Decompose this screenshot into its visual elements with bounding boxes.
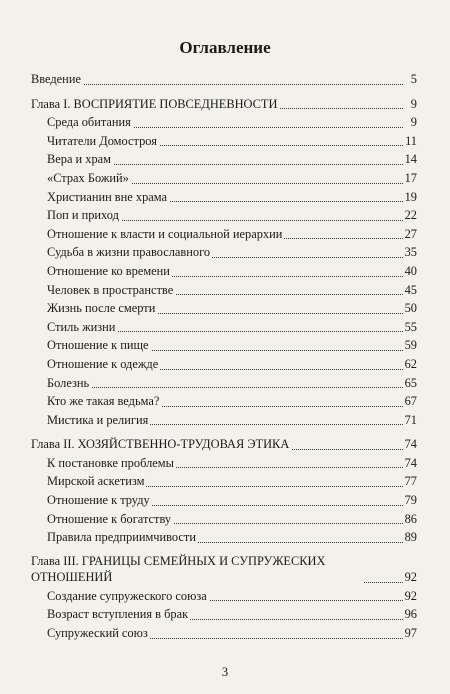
dot-leader bbox=[47, 387, 403, 388]
toc-entry bbox=[31, 355, 417, 374]
toc-chapter-2 bbox=[31, 435, 417, 454]
page-number: 3 bbox=[221, 665, 229, 679]
toc-entry-title: Вера и храм bbox=[47, 152, 112, 167]
toc-entry-page: 77 bbox=[403, 472, 417, 491]
toc-entry-title: Стиль жизни bbox=[47, 319, 116, 334]
toc-entry-title: Отношение к одежде bbox=[47, 356, 159, 371]
toc-entry-page: 89 bbox=[403, 528, 417, 547]
toc-entry-title: Мирской аскетизм bbox=[47, 474, 145, 489]
toc-chapter-1 bbox=[31, 95, 417, 114]
toc-entry-page: 19 bbox=[403, 188, 417, 207]
toc-entry-title: Жизнь после смерти bbox=[47, 301, 156, 316]
toc-entry-page: 35 bbox=[403, 243, 417, 262]
toc-entry bbox=[31, 299, 417, 318]
toc-entry-page: 67 bbox=[403, 392, 417, 411]
toc-entry-page: 92 bbox=[403, 587, 417, 606]
toc-entry bbox=[31, 528, 417, 547]
toc-entry bbox=[31, 113, 417, 132]
toc-entry-title: «Страх Божий» bbox=[47, 170, 129, 185]
toc-entry-page: 5 bbox=[409, 70, 417, 89]
toc-entry-title: Отношение ко времени bbox=[47, 263, 170, 278]
toc-chapter-title: Глава II. ХОЗЯЙСТВЕННО-ТРУДОВАЯ ЭТИКА bbox=[31, 437, 290, 452]
toc-entry-page: 45 bbox=[403, 281, 417, 300]
toc-entry-page: 40 bbox=[403, 262, 417, 281]
table-of-contents bbox=[31, 70, 417, 643]
toc-entry-title: Кто же такая ведьма? bbox=[47, 394, 160, 409]
toc-entry bbox=[31, 374, 417, 393]
toc-entry-page: 62 bbox=[403, 355, 417, 374]
toc-entry-page: 50 bbox=[403, 299, 417, 318]
toc-entry bbox=[31, 225, 417, 244]
toc-entry bbox=[31, 132, 417, 151]
toc-entry-page: 11 bbox=[403, 132, 417, 151]
toc-entry-title: Болезнь bbox=[47, 375, 90, 390]
toc-entry-page: 74 bbox=[403, 454, 417, 473]
toc-entry-page: 79 bbox=[403, 491, 417, 510]
toc-entry bbox=[31, 262, 417, 281]
toc-entry-title: Возраст вступления в брак bbox=[47, 607, 189, 622]
toc-entry-page: 9 bbox=[409, 95, 417, 114]
toc-entry-page: 55 bbox=[403, 318, 417, 337]
toc-entry-title: Правила предприимчивости bbox=[47, 530, 196, 545]
toc-entry bbox=[31, 188, 417, 207]
toc-entry bbox=[31, 318, 417, 337]
toc-entry-title: Поп и приход bbox=[47, 208, 119, 223]
toc-entry bbox=[31, 169, 417, 188]
toc-entry bbox=[31, 281, 417, 300]
toc-entry-title: Судьба в жизни православного bbox=[47, 245, 211, 260]
toc-entry-title: Мистика и религия bbox=[47, 412, 149, 427]
toc-entry bbox=[31, 206, 417, 225]
toc-entry-page: 22 bbox=[403, 206, 417, 225]
toc-entry-page: 86 bbox=[403, 510, 417, 529]
toc-entry-page: 65 bbox=[403, 374, 417, 393]
toc-chapter-title: Глава III. ГРАНИЦЫ СЕМЕЙНЫХ И СУПРУЖЕСКИХ ОТНОШЕНИЙ bbox=[31, 553, 363, 586]
toc-entry-introduction bbox=[31, 70, 417, 89]
toc-entry-page: 9 bbox=[409, 113, 417, 132]
toc-entry bbox=[31, 392, 417, 411]
toc-entry-title: Читатели Домостроя bbox=[47, 133, 157, 148]
toc-entry-title: Человек в пространстве bbox=[47, 282, 174, 297]
toc-entry bbox=[31, 491, 417, 510]
dot-leader bbox=[31, 84, 403, 85]
toc-entry-title: Среда обитания bbox=[47, 115, 131, 130]
toc-entry-title: Супружеский союз bbox=[47, 626, 148, 641]
toc-entry-title: К постановке проблемы bbox=[47, 455, 174, 470]
toc-chapter-title: Глава I. ВОСПРИЯТИЕ ПОВСЕДНЕВНОСТИ bbox=[31, 96, 278, 111]
toc-entry bbox=[31, 472, 417, 491]
toc-entry-title: Христианин вне храма bbox=[47, 189, 168, 204]
toc-entry bbox=[31, 411, 417, 430]
toc-entry bbox=[31, 587, 417, 606]
toc-entry bbox=[31, 243, 417, 262]
toc-entry-page: 92 bbox=[403, 568, 417, 587]
toc-chapter-3 bbox=[31, 553, 417, 587]
toc-entry-page: 96 bbox=[403, 605, 417, 624]
toc-entry-page: 27 bbox=[403, 225, 417, 244]
toc-entry-page: 74 bbox=[403, 435, 417, 454]
toc-entry-title: Введение bbox=[31, 72, 81, 86]
toc-entry bbox=[31, 510, 417, 529]
toc-entry-title: Отношение к труду bbox=[47, 493, 150, 508]
toc-entry-title: Отношение к богатству bbox=[47, 511, 172, 526]
toc-entry bbox=[31, 605, 417, 624]
page-title: Оглавление bbox=[179, 38, 271, 57]
toc-entry-title: Отношение к власти и социальной иерархии bbox=[47, 226, 283, 241]
toc-entry-page: 17 bbox=[403, 169, 417, 188]
toc-entry-title: Создание супружеского союза bbox=[47, 588, 207, 603]
toc-entry bbox=[31, 624, 417, 643]
toc-entry-page: 59 bbox=[403, 336, 417, 355]
toc-entry bbox=[31, 454, 417, 473]
toc-entry bbox=[31, 150, 417, 169]
toc-entry bbox=[31, 336, 417, 355]
toc-entry-page: 71 bbox=[403, 411, 417, 430]
toc-entry-page: 14 bbox=[403, 150, 417, 169]
toc-entry-title: Отношение к пище bbox=[47, 338, 149, 353]
toc-entry-page: 97 bbox=[403, 624, 417, 643]
